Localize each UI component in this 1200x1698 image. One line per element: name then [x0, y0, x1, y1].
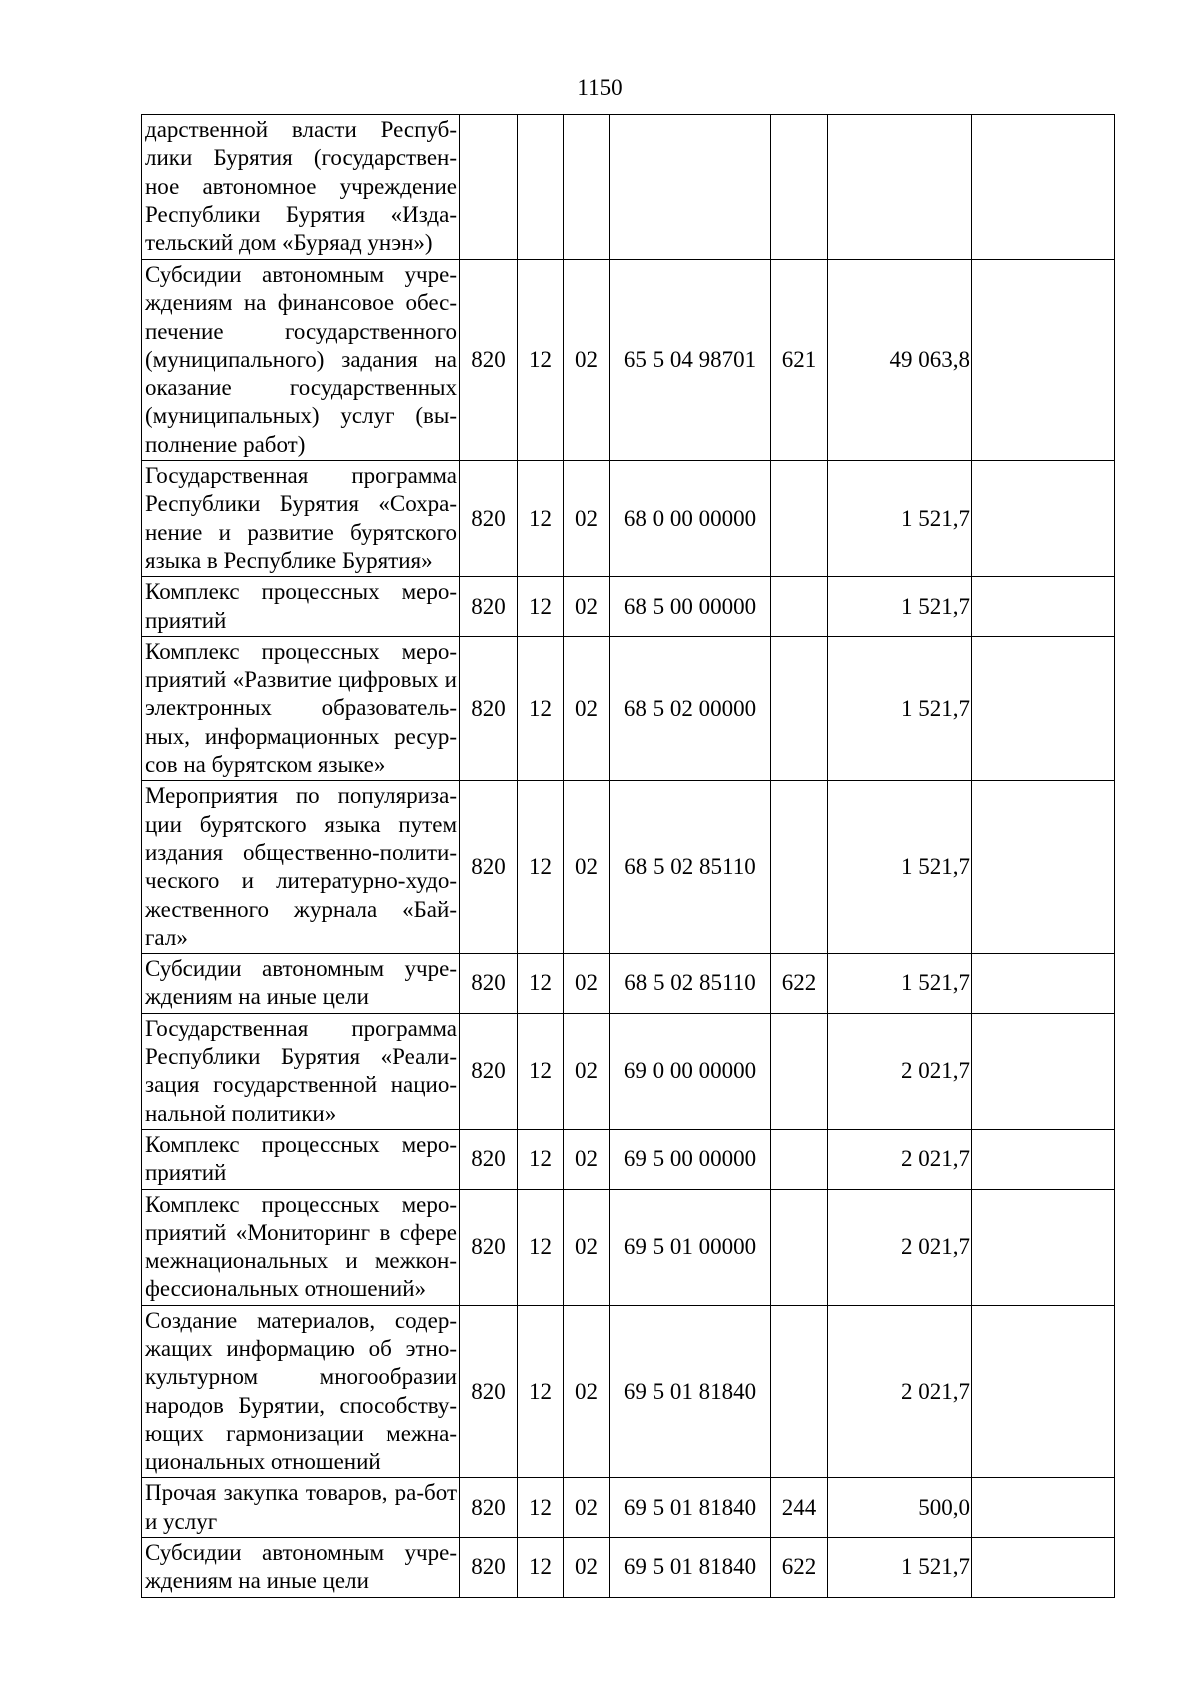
row-name-cell: Государственная программа Республики Бурятия «Сохра-нение и развитие бурятского языка в Республике Бурятия»	[142, 461, 460, 577]
extra-amount-cell	[972, 1305, 1115, 1478]
extra-amount-cell	[972, 1478, 1115, 1538]
page-number: 1150	[577, 75, 623, 100]
row-name-cell: Государственная программа Республики Бурятия «Реали-зация государственной нацио-нальной политики»	[142, 1013, 460, 1129]
section-code-cell: 12	[518, 1478, 564, 1538]
section-code-cell: 12	[518, 260, 564, 461]
expense-type-cell	[771, 636, 828, 780]
section-code-cell: 12	[518, 954, 564, 1014]
ministry-code-cell: 820	[460, 1478, 518, 1538]
subsection-code-cell: 02	[564, 1189, 610, 1305]
target-article-cell	[610, 115, 771, 260]
extra-amount-cell	[972, 1129, 1115, 1189]
subsection-code-cell: 02	[564, 1013, 610, 1129]
table-row	[142, 577, 1115, 637]
extra-amount-cell	[972, 260, 1115, 461]
extra-amount-cell	[972, 954, 1115, 1014]
section-code-cell: 12	[518, 1538, 564, 1598]
table-body	[142, 115, 1115, 1598]
table-row	[142, 954, 1115, 1014]
section-code-cell: 12	[518, 781, 564, 954]
target-article-cell: 69 5 00 00000	[610, 1129, 771, 1189]
amount-cell: 1 521,7	[828, 954, 972, 1014]
ministry-code-cell: 820	[460, 781, 518, 954]
table-row	[142, 1478, 1115, 1538]
subsection-code-cell: 02	[564, 260, 610, 461]
subsection-code-cell: 02	[564, 781, 610, 954]
amount-cell: 1 521,7	[828, 1538, 972, 1598]
row-name-cell: Комплекс процессных меро-приятий «Мониторинг в сфере межнациональных и межкон-фессиональных отношений»	[142, 1189, 460, 1305]
expense-type-cell	[771, 115, 828, 260]
amount-cell: 500,0	[828, 1478, 972, 1538]
expense-type-cell	[771, 1305, 828, 1478]
row-name-cell: Комплекс процессных меро-приятий	[142, 577, 460, 637]
extra-amount-cell	[972, 461, 1115, 577]
amount-cell: 1 521,7	[828, 461, 972, 577]
amount-cell	[828, 115, 972, 260]
table-row	[142, 1189, 1115, 1305]
extra-amount-cell	[972, 1538, 1115, 1598]
section-code-cell: 12	[518, 1013, 564, 1129]
row-name-cell: Прочая закупка товаров, ра-бот и услуг	[142, 1478, 460, 1538]
table-row	[142, 636, 1115, 780]
target-article-cell: 69 5 01 81840	[610, 1538, 771, 1598]
row-name-cell: дарственной власти Респуб-лики Бурятия (государствен-ное автономное учреждение Республики Бурятия «Изда-тельский дом «Буряад унэн»)	[142, 115, 460, 260]
row-name-cell: Создание материалов, содер-жащих информацию об этно-культурном многообразии народов Бурятии, способству-ющих гармонизации межна-циональных отношений	[142, 1305, 460, 1478]
table-row	[142, 1129, 1115, 1189]
subsection-code-cell: 02	[564, 1538, 610, 1598]
target-article-cell: 68 5 02 85110	[610, 781, 771, 954]
subsection-code-cell: 02	[564, 461, 610, 577]
subsection-code-cell: 02	[564, 1129, 610, 1189]
extra-amount-cell	[972, 577, 1115, 637]
ministry-code-cell: 820	[460, 636, 518, 780]
table-row	[142, 781, 1115, 954]
subsection-code-cell: 02	[564, 954, 610, 1014]
ministry-code-cell: 820	[460, 1305, 518, 1478]
amount-cell: 2 021,7	[828, 1129, 972, 1189]
target-article-cell: 69 5 01 81840	[610, 1305, 771, 1478]
ministry-code-cell: 820	[460, 260, 518, 461]
row-name-cell: Комплекс процессных меро-приятий «Развитие цифровых и электронных образователь-ных, информационных ресур-сов на бурятском языке»	[142, 636, 460, 780]
amount-cell: 2 021,7	[828, 1013, 972, 1129]
amount-cell: 1 521,7	[828, 577, 972, 637]
table-row	[142, 115, 1115, 260]
subsection-code-cell: 02	[564, 1478, 610, 1538]
row-name-cell: Субсидии автономным учре-ждениям на иные цели	[142, 1538, 460, 1598]
section-code-cell: 12	[518, 636, 564, 780]
section-code-cell	[518, 115, 564, 260]
table-row	[142, 1305, 1115, 1478]
ministry-code-cell	[460, 115, 518, 260]
expense-type-cell: 621	[771, 260, 828, 461]
budget-table	[141, 114, 1115, 1598]
target-article-cell: 68 5 02 00000	[610, 636, 771, 780]
row-name-cell: Мероприятия по популяриза-ции бурятского языка путем издания общественно-полити-ческого и литературно-худо-жественного журнала «Бай-гал»	[142, 781, 460, 954]
extra-amount-cell	[972, 1189, 1115, 1305]
expense-type-cell	[771, 1013, 828, 1129]
target-article-cell: 65 5 04 98701	[610, 260, 771, 461]
subsection-code-cell: 02	[564, 1305, 610, 1478]
table-row	[142, 461, 1115, 577]
expense-type-cell: 622	[771, 1538, 828, 1598]
target-article-cell: 69 5 01 00000	[610, 1189, 771, 1305]
section-code-cell: 12	[518, 461, 564, 577]
section-code-cell: 12	[518, 1129, 564, 1189]
amount-cell: 1 521,7	[828, 636, 972, 780]
ministry-code-cell: 820	[460, 1013, 518, 1129]
section-code-cell: 12	[518, 1189, 564, 1305]
row-name-cell: Субсидии автономным учре-ждениям на иные цели	[142, 954, 460, 1014]
subsection-code-cell: 02	[564, 636, 610, 780]
extra-amount-cell	[972, 115, 1115, 260]
expense-type-cell: 244	[771, 1478, 828, 1538]
expense-type-cell	[771, 781, 828, 954]
amount-cell: 2 021,7	[828, 1305, 972, 1478]
expense-type-cell	[771, 577, 828, 637]
expense-type-cell	[771, 461, 828, 577]
ministry-code-cell: 820	[460, 1189, 518, 1305]
expense-type-cell	[771, 1189, 828, 1305]
amount-cell: 2 021,7	[828, 1189, 972, 1305]
amount-cell: 1 521,7	[828, 781, 972, 954]
ministry-code-cell: 820	[460, 1129, 518, 1189]
extra-amount-cell	[972, 636, 1115, 780]
subsection-code-cell	[564, 115, 610, 260]
table-row	[142, 1013, 1115, 1129]
target-article-cell: 68 0 00 00000	[610, 461, 771, 577]
section-code-cell: 12	[518, 1305, 564, 1478]
table-row	[142, 260, 1115, 461]
table-row	[142, 1538, 1115, 1598]
row-name-cell: Комплекс процессных меро-приятий	[142, 1129, 460, 1189]
subsection-code-cell: 02	[564, 577, 610, 637]
expense-type-cell	[771, 1129, 828, 1189]
target-article-cell: 68 5 00 00000	[610, 577, 771, 637]
ministry-code-cell: 820	[460, 461, 518, 577]
amount-cell: 49 063,8	[828, 260, 972, 461]
expense-type-cell: 622	[771, 954, 828, 1014]
ministry-code-cell: 820	[460, 954, 518, 1014]
target-article-cell: 69 5 01 81840	[610, 1478, 771, 1538]
extra-amount-cell	[972, 781, 1115, 954]
row-name-cell: Субсидии автономным учре-ждениям на финансовое обес-печение государственного (муниципального) задания на оказание государственных (муниципальных) услуг (вы-полнение работ)	[142, 260, 460, 461]
ministry-code-cell: 820	[460, 577, 518, 637]
ministry-code-cell: 820	[460, 1538, 518, 1598]
target-article-cell: 68 5 02 85110	[610, 954, 771, 1014]
target-article-cell: 69 0 00 00000	[610, 1013, 771, 1129]
extra-amount-cell	[972, 1013, 1115, 1129]
section-code-cell: 12	[518, 577, 564, 637]
